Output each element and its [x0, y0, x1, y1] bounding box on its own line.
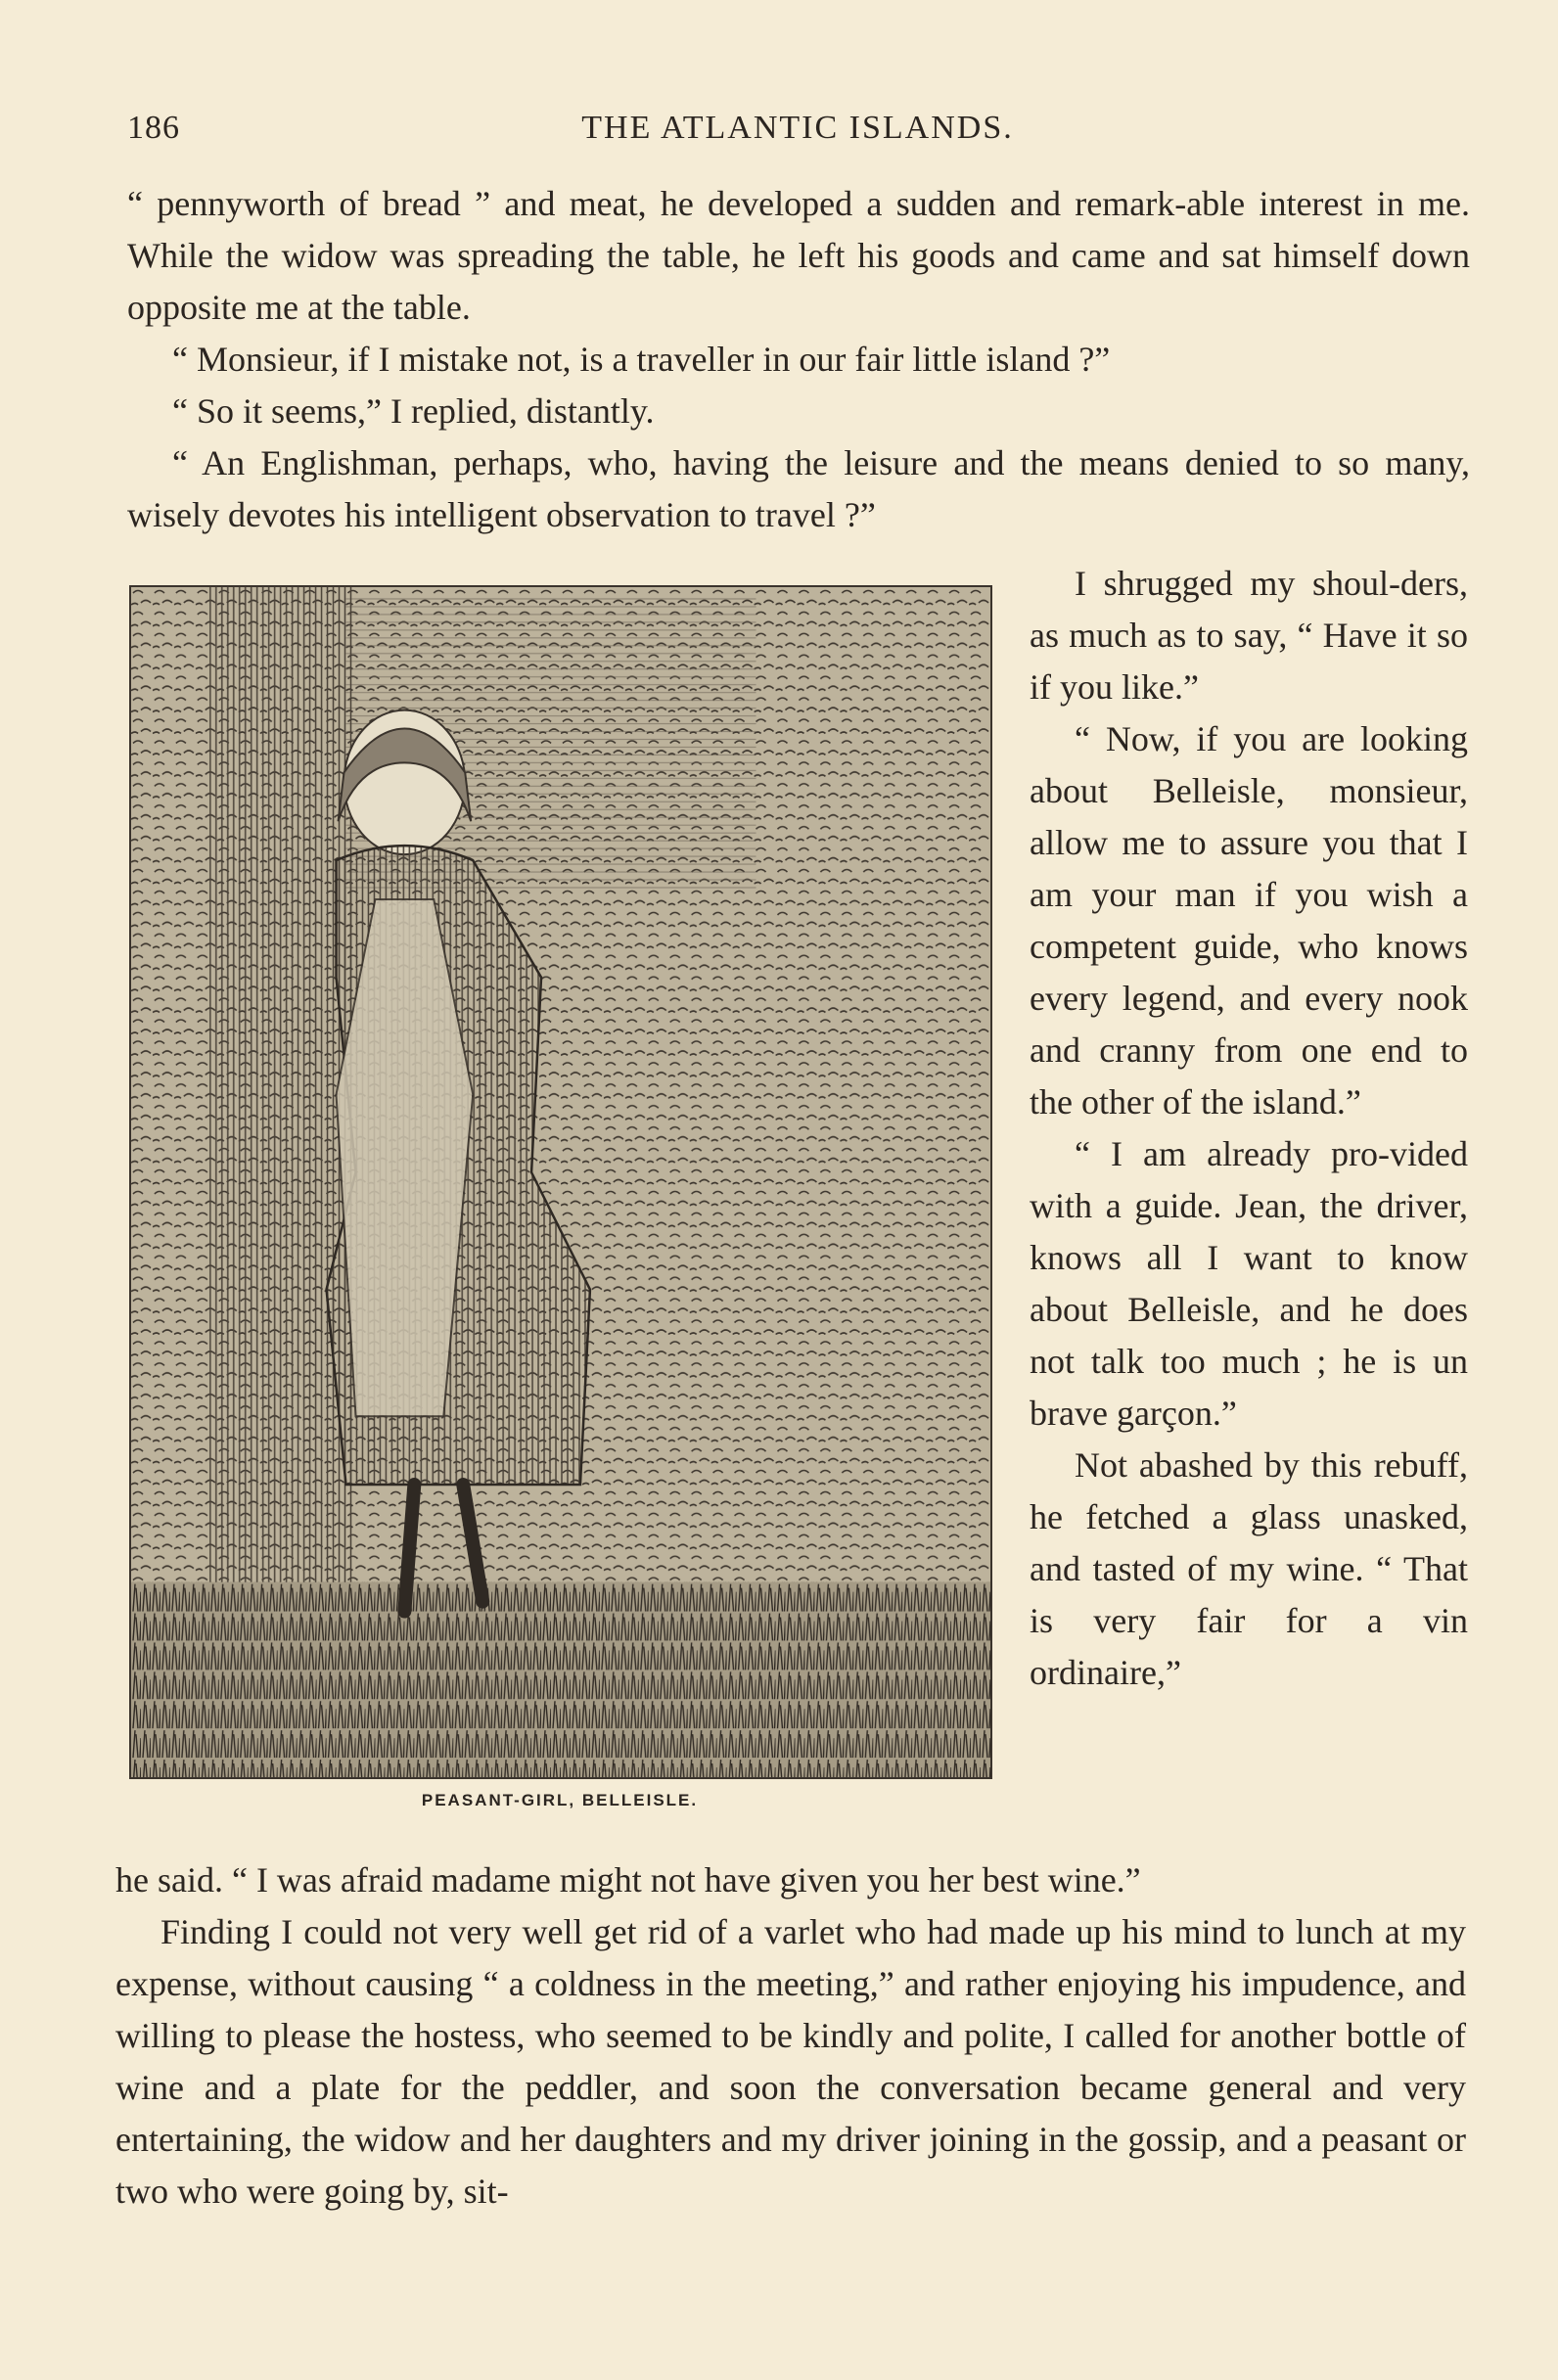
paragraph: “ Monsieur, if I mistake not, is a traveller in our fair little island ?” [172, 340, 1111, 379]
engraving-image [129, 585, 992, 1779]
page-number: 186 [127, 110, 180, 146]
paragraph: “ pennyworth of bread ” and meat, he developed a sudden and remark-able interest in me. While the widow was spreading the table, he left his goods and came and sat himself down opposite me at the table. [127, 184, 1470, 327]
paragraph: “ So it seems,” I replied, distantly. [172, 391, 655, 431]
paragraph: “ I am already pro-vided with a guide. Jean, the driver, knows all I want to know about Belleisle, and he does not talk too much ; he is un brave garçon.” [1030, 1134, 1468, 1433]
figure-caption: PEASANT-GIRL, BELLEISLE. [421, 1791, 699, 1809]
bottom-text-block [115, 1854, 1466, 2218]
illustration [129, 585, 990, 1808]
paragraph: I shrugged my shoul-ders, as much as to say, “ Have it so if you like.” [1030, 564, 1468, 707]
paragraph: Not abashed by this rebuff, he fetched a glass unasked, and tasted of my wine. “ That is very fair for a vin ordinaire,” [1030, 1445, 1468, 1692]
paragraph: Finding I could not very well get rid of a varlet who had made up his mind to lunch at my expense, without causing “ a coldness in the meeting,” and rather enjoying his impudence, and willing to please the hostess, who seemed to be kindly and polite, I called for another bottle of wine and a plate for the peddler, and soon the conversation became general and very entertaining, the widow and her daughters and my driver joining in the gossip, and a peasant or two who were going by, sit- [115, 1912, 1466, 2211]
peasant-girl-engraving [131, 587, 990, 1777]
paragraph: “ Now, if you are looking about Belleisle, monsieur, allow me to assure you that I am your man if you wish a competent guide, who knows every legend, and every nook and cranny from one end to the other of the island.” [1030, 719, 1468, 1121]
running-header [127, 110, 1468, 168]
paragraph: “ An Englishman, perhaps, who, having the leisure and the means denied to so many, wisely devotes his intelligent observation to travel ?” [127, 443, 1470, 534]
running-title: THE ATLANTIC ISLANDS. [581, 110, 1014, 146]
top-text-block [127, 178, 1470, 541]
paragraph: he said. “ I was afraid madame might not have given you her best wine.” [115, 1860, 1141, 1899]
side-text-column [1030, 558, 1468, 1699]
